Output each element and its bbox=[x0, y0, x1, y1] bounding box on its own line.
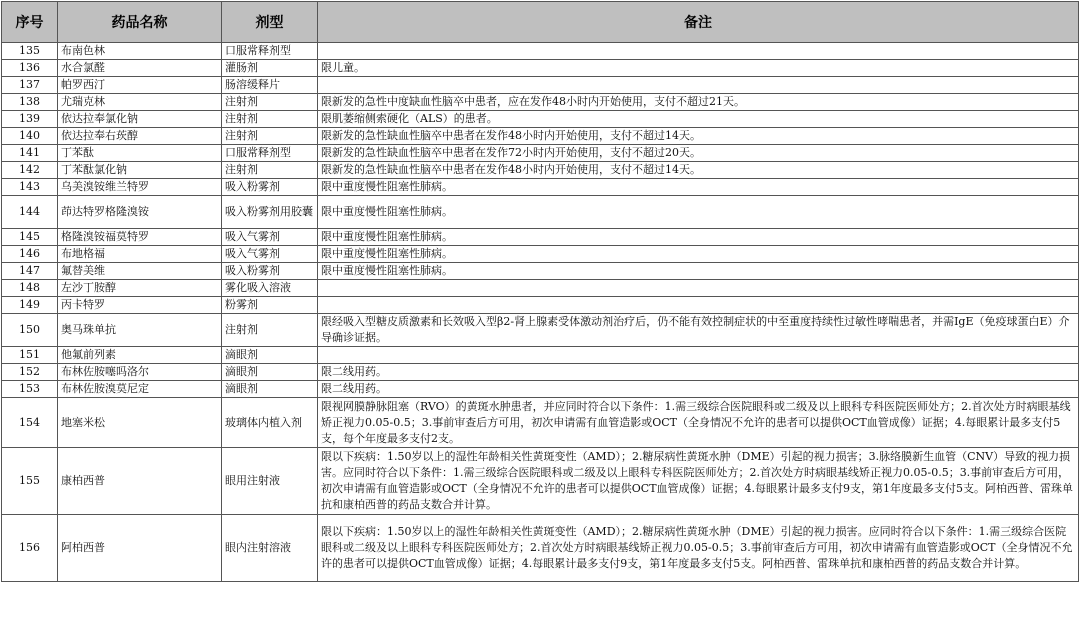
row-number-cell: 145 bbox=[2, 229, 58, 246]
remark-cell: 限新发的急性缺血性脑卒中患者在发作72小时内开始使用，支付不超过20天。 bbox=[318, 145, 1079, 162]
header-row bbox=[2, 2, 1079, 43]
row-number-cell: 141 bbox=[2, 145, 58, 162]
table-row bbox=[2, 43, 1079, 60]
dosage-form-cell: 注射剂 bbox=[222, 128, 318, 145]
table-row bbox=[2, 381, 1079, 398]
dosage-form-cell: 滴眼剂 bbox=[222, 381, 318, 398]
row-number-cell: 142 bbox=[2, 162, 58, 179]
drug-name-cell: 康柏西普 bbox=[58, 448, 222, 515]
drug-name-cell: 氟替美维 bbox=[58, 263, 222, 280]
dosage-form-cell: 滴眼剂 bbox=[222, 364, 318, 381]
table-row bbox=[2, 179, 1079, 196]
table-row bbox=[2, 515, 1079, 582]
drug-name-cell: 他氟前列素 bbox=[58, 347, 222, 364]
table-row bbox=[2, 448, 1079, 515]
table-row bbox=[2, 297, 1079, 314]
drug-name-cell: 地塞米松 bbox=[58, 398, 222, 448]
dosage-form-cell: 口服常释剂型 bbox=[222, 145, 318, 162]
drug-name-cell: 丁苯酞 bbox=[58, 145, 222, 162]
remark-cell: 限肌萎缩侧索硬化（ALS）的患者。 bbox=[318, 111, 1079, 128]
drug-name-cell: 茚达特罗格隆溴铵 bbox=[58, 196, 222, 229]
row-number-cell: 150 bbox=[2, 314, 58, 347]
drug-name-cell: 乌美溴铵维兰特罗 bbox=[58, 179, 222, 196]
header-name: 药品名称 bbox=[58, 2, 222, 43]
dosage-form-cell: 吸入粉雾剂用胶囊 bbox=[222, 196, 318, 229]
table-row bbox=[2, 162, 1079, 179]
drug-name-cell: 水合氯醛 bbox=[58, 60, 222, 77]
remark-cell: 限二线用药。 bbox=[318, 381, 1079, 398]
drug-name-cell: 依达拉奉氯化钠 bbox=[58, 111, 222, 128]
remark-cell: 限中重度慢性阻塞性肺病。 bbox=[318, 179, 1079, 196]
remark-cell: 限中重度慢性阻塞性肺病。 bbox=[318, 229, 1079, 246]
table-row bbox=[2, 128, 1079, 145]
dosage-form-cell: 注射剂 bbox=[222, 162, 318, 179]
table-row bbox=[2, 398, 1079, 448]
dosage-form-cell: 眼用注射液 bbox=[222, 448, 318, 515]
dosage-form-cell: 吸入气雾剂 bbox=[222, 246, 318, 263]
drug-name-cell: 尤瑞克林 bbox=[58, 94, 222, 111]
table-row bbox=[2, 94, 1079, 111]
remark-cell bbox=[318, 43, 1079, 60]
row-number-cell: 155 bbox=[2, 448, 58, 515]
header-note: 备注 bbox=[318, 2, 1079, 43]
remark-cell: 限以下疾病：1.50岁以上的湿性年龄相关性黄斑变性（AMD）；2.糖尿病性黄斑水肿（DME）引起的视力损害；3.脉络膜新生血管（CNV）导致的视力损害。应同时符合以下条件：1.需三级综合医院眼科或二级及以上眼科专科医院医师处方；2.首次处方时病眼基线矫正视力0.05-0.5；3.事前审查后方可用，初次申请需有血管造影或OCT（全身情况不允许的患者可以提供OCT血管成像）证据；4.每眼累计最多支付9支，第1年度最多支付5支。阿柏西普、雷珠单抗和康柏西普的药品支数合并计算。 bbox=[318, 448, 1079, 515]
table-row bbox=[2, 364, 1079, 381]
row-number-cell: 147 bbox=[2, 263, 58, 280]
table-row bbox=[2, 60, 1079, 77]
row-number-cell: 135 bbox=[2, 43, 58, 60]
row-number-cell: 144 bbox=[2, 196, 58, 229]
remark-cell: 限新发的急性缺血性脑卒中患者在发作48小时内开始使用，支付不超过14天。 bbox=[318, 128, 1079, 145]
drug-name-cell: 布南色林 bbox=[58, 43, 222, 60]
remark-cell: 限儿童。 bbox=[318, 60, 1079, 77]
row-number-cell: 146 bbox=[2, 246, 58, 263]
row-number-cell: 137 bbox=[2, 77, 58, 94]
remark-cell: 限中重度慢性阻塞性肺病。 bbox=[318, 246, 1079, 263]
dosage-form-cell: 灌肠剂 bbox=[222, 60, 318, 77]
dosage-form-cell: 肠溶缓释片 bbox=[222, 77, 318, 94]
table-row bbox=[2, 77, 1079, 94]
header-form: 剂型 bbox=[222, 2, 318, 43]
dosage-form-cell: 吸入粉雾剂 bbox=[222, 179, 318, 196]
row-number-cell: 151 bbox=[2, 347, 58, 364]
row-number-cell: 152 bbox=[2, 364, 58, 381]
row-number-cell: 149 bbox=[2, 297, 58, 314]
remark-cell bbox=[318, 297, 1079, 314]
row-number-cell: 153 bbox=[2, 381, 58, 398]
row-number-cell: 156 bbox=[2, 515, 58, 582]
table-row bbox=[2, 145, 1079, 162]
dosage-form-cell: 注射剂 bbox=[222, 314, 318, 347]
remark-cell: 限新发的急性中度缺血性脑卒中患者，应在发作48小时内开始使用，支付不超过21天。 bbox=[318, 94, 1079, 111]
header-no: 序号 bbox=[2, 2, 58, 43]
dosage-form-cell: 眼内注射溶液 bbox=[222, 515, 318, 582]
row-number-cell: 138 bbox=[2, 94, 58, 111]
table-row bbox=[2, 263, 1079, 280]
drug-name-cell: 布林佐胺噻吗洛尔 bbox=[58, 364, 222, 381]
row-number-cell: 139 bbox=[2, 111, 58, 128]
dosage-form-cell: 注射剂 bbox=[222, 94, 318, 111]
dosage-form-cell: 雾化吸入溶液 bbox=[222, 280, 318, 297]
table-row bbox=[2, 111, 1079, 128]
drug-name-cell: 丁苯酞氯化钠 bbox=[58, 162, 222, 179]
drug-name-cell: 左沙丁胺醇 bbox=[58, 280, 222, 297]
remark-cell: 限新发的急性缺血性脑卒中患者在发作48小时内开始使用，支付不超过14天。 bbox=[318, 162, 1079, 179]
dosage-form-cell: 玻璃体内植入剂 bbox=[222, 398, 318, 448]
drug-name-cell: 格隆溴铵福莫特罗 bbox=[58, 229, 222, 246]
drug-name-cell: 丙卡特罗 bbox=[58, 297, 222, 314]
drug-list-table bbox=[1, 1, 1079, 582]
remark-cell: 限经吸入型糖皮质激素和长效吸入型β2-肾上腺素受体激动剂治疗后，仍不能有效控制症状的中至重度持续性过敏性哮喘患者，并需IgE（免疫球蛋白E）介导确诊证据。 bbox=[318, 314, 1079, 347]
row-number-cell: 148 bbox=[2, 280, 58, 297]
row-number-cell: 136 bbox=[2, 60, 58, 77]
row-number-cell: 140 bbox=[2, 128, 58, 145]
remark-cell: 限中重度慢性阻塞性肺病。 bbox=[318, 263, 1079, 280]
row-number-cell: 143 bbox=[2, 179, 58, 196]
dosage-form-cell: 滴眼剂 bbox=[222, 347, 318, 364]
drug-name-cell: 布地格福 bbox=[58, 246, 222, 263]
drug-name-cell: 阿柏西普 bbox=[58, 515, 222, 582]
drug-name-cell: 帕罗西汀 bbox=[58, 77, 222, 94]
remark-cell: 限中重度慢性阻塞性肺病。 bbox=[318, 196, 1079, 229]
table-row bbox=[2, 196, 1079, 229]
remark-cell: 限二线用药。 bbox=[318, 364, 1079, 381]
table-row bbox=[2, 229, 1079, 246]
remark-cell: 限视网膜静脉阻塞（RVO）的黄斑水肿患者，并应同时符合以下条件：1.需三级综合医院眼科或二级及以上眼科专科医院医师处方；2.首次处方时病眼基线矫正视力0.05-0.5；3.事前审查后方可用，初次申请需有血管造影或OCT（全身情况不允许的患者可以提供OCT血管成像）证据；4.每眼累计最多支付5支，每个年度最多支付2支。 bbox=[318, 398, 1079, 448]
dosage-form-cell: 注射剂 bbox=[222, 111, 318, 128]
dosage-form-cell: 吸入气雾剂 bbox=[222, 229, 318, 246]
remark-cell: 限以下疾病：1.50岁以上的湿性年龄相关性黄斑变性（AMD）；2.糖尿病性黄斑水肿（DME）引起的视力损害。应同时符合以下条件：1.需三级综合医院眼科或二级及以上眼科专科医院医师处方；2.首次处方时病眼基线矫正视力0.05-0.5；3.事前审查后方可用，初次申请需有血管造影或OCT（全身情况不允许的患者可以提供OCT血管成像）证据；4.每眼累计最多支付9支，第1年度最多支付5支。阿柏西普、雷珠单抗和康柏西普的药品支数合并计算。 bbox=[318, 515, 1079, 582]
dosage-form-cell: 吸入粉雾剂 bbox=[222, 263, 318, 280]
table-row bbox=[2, 314, 1079, 347]
table-row bbox=[2, 246, 1079, 263]
drug-name-cell: 依达拉奉右莰醇 bbox=[58, 128, 222, 145]
row-number-cell: 154 bbox=[2, 398, 58, 448]
table-row bbox=[2, 280, 1079, 297]
remark-cell bbox=[318, 77, 1079, 94]
drug-name-cell: 奥马珠单抗 bbox=[58, 314, 222, 347]
drug-name-cell: 布林佐胺溴莫尼定 bbox=[58, 381, 222, 398]
dosage-form-cell: 口服常释剂型 bbox=[222, 43, 318, 60]
remark-cell bbox=[318, 347, 1079, 364]
dosage-form-cell: 粉雾剂 bbox=[222, 297, 318, 314]
remark-cell bbox=[318, 280, 1079, 297]
table-row bbox=[2, 347, 1079, 364]
